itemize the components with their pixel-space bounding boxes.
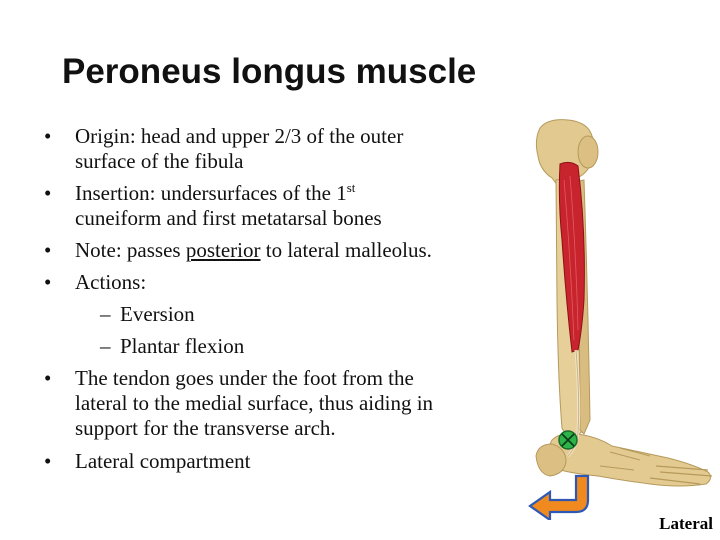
bullet-marker: • [44,181,52,205]
bullet-insertion-line-1 [75,181,355,205]
bullet-marker: • [44,270,52,294]
sub-bullet-marker: – [100,302,111,326]
bullet-origin-line-1: Origin: head and upper 2/3 of the outer [75,124,404,148]
insertion-marker-icon [559,431,577,449]
slide-title: Peroneus longus muscle [62,52,477,91]
bullet-marker: • [44,366,52,390]
bullet-note [75,238,432,262]
note-prefix: Note: passes [75,238,186,262]
bullet-insertion-line-2: cuneiform and first metatarsal bones [75,206,382,230]
bullet-lateral-compartment: Lateral compartment [75,449,251,473]
bullet-actions: Actions: [75,270,147,294]
bullet-origin-line-2: surface of the fibula [75,149,244,173]
sub-bullet-plantar-flexion: Plantar flexion [120,334,245,358]
note-suffix: to lateral malleolus. [260,238,432,262]
bullet-marker: • [44,238,52,262]
leg-illustration [512,118,720,520]
bullet-marker: • [44,124,52,148]
illustration-caption: Lateral [659,514,713,533]
superscript: st [346,180,356,195]
sub-bullet-marker: – [100,334,111,358]
bullet-marker: • [44,449,52,473]
bullet-tendon-line-3: support for the transverse arch. [75,416,336,440]
curved-arrow-icon [530,476,588,520]
insertion-text: Insertion: undersurfaces of the 1 [75,181,347,205]
bullet-tendon-line-1: The tendon goes under the foot from the [75,366,414,390]
sub-bullet-eversion: Eversion [120,302,195,326]
bullet-tendon-line-2: lateral to the medial surface, thus aiding in [75,391,434,415]
note-underlined: posterior [185,238,261,262]
